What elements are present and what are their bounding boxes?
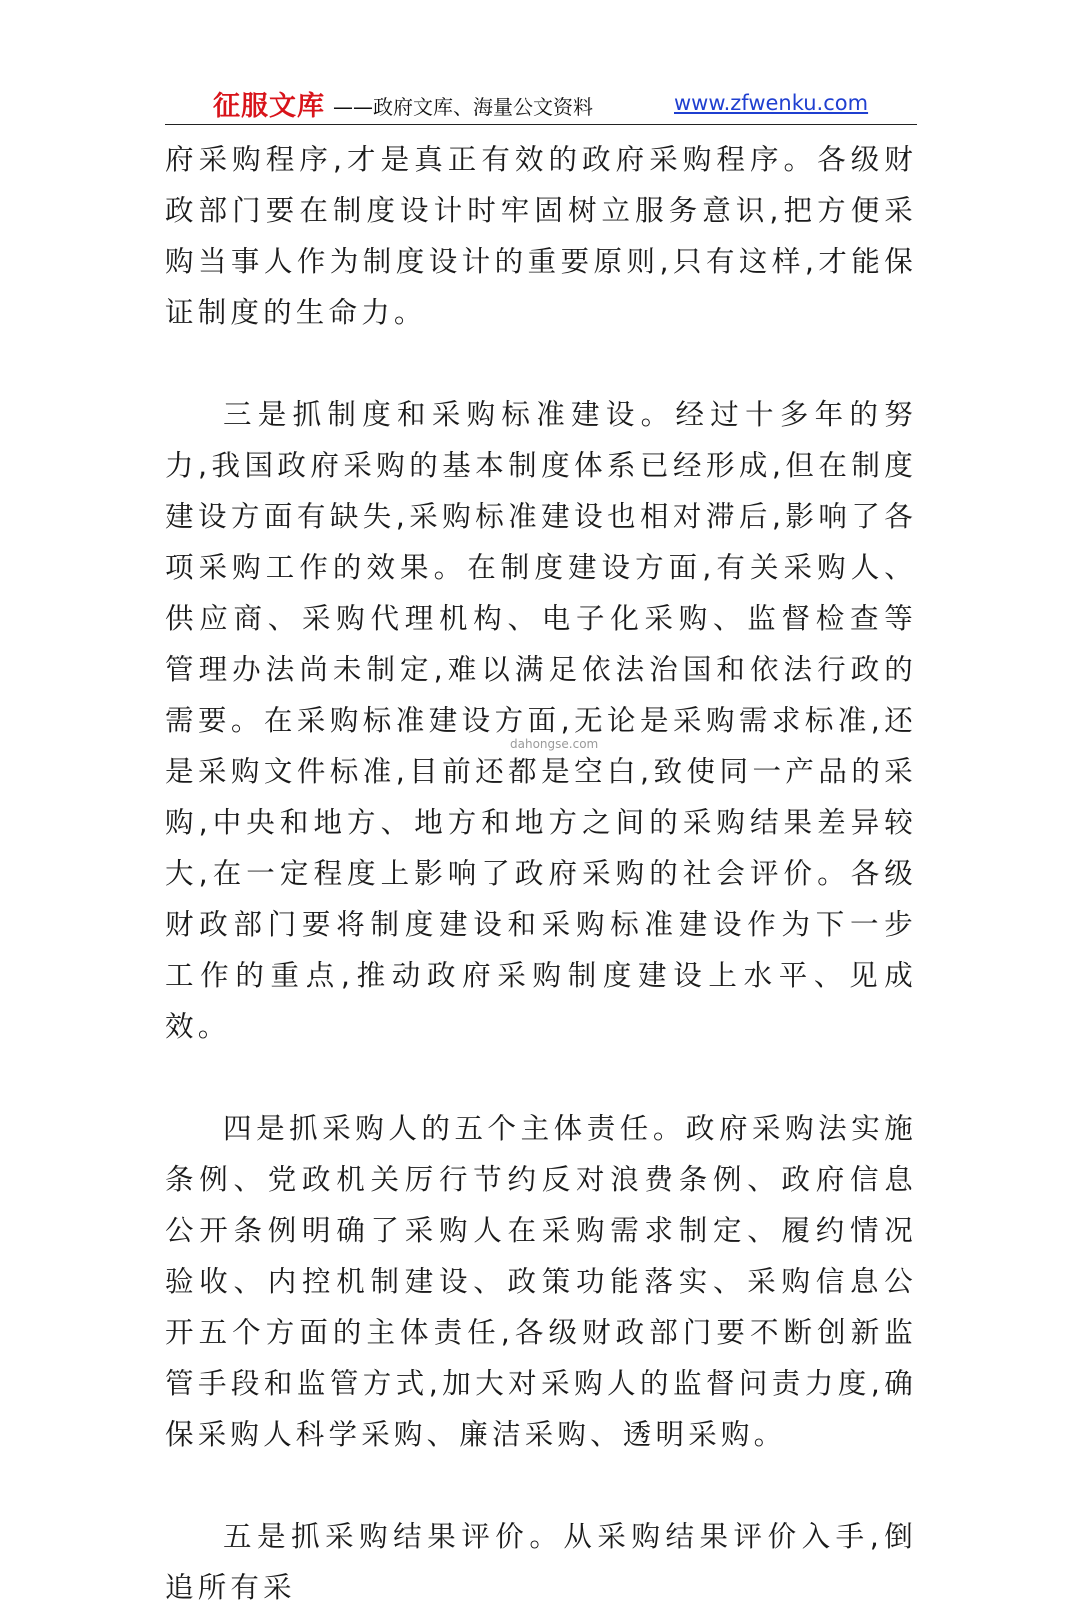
paragraph-point-five: 五是抓采购结果评价。从采购结果评价入手,倒追所有采 [165,1520,917,1604]
paragraph-gap [165,338,917,389]
brand-logo: 征服文库 [213,91,325,122]
paragraph-point-four: 四是抓采购人的五个主体责任。政府采购法实施条例、党政机关厉行节约反对浪费条例、政府信息公开条例明确了采购人在采购需求制定、履约情况验收、内控机制建设、政策功能落实、采购信息公开五个方面的主体责任,各级财政部门要不断创新监管手段和监管方式,加大对采购人的监督问责力度,确保采购人科学采购、廉洁采购、透明采购。 [165,1112,917,1451]
paragraph-point-three: 三是抓制度和采购标准建设。经过十多年的努力,我国政府采购的基本制度体系已经形成,但在制度建设方面有缺失,采购标准建设也相对滞后,影响了各项采购工作的效果。在制度建设方面,有关采购人、供应商、采购代理机构、电子化采购、监督检查等管理办法尚未制定,难以满足依法治国和依法行政的需要。在采购标准建设方面,无论是采购需求标准,还是采购文件标准,目前还都是空白,致使同一产品的采购,中央和地方、地方和地方之间的采购结果差异较大,在一定程度上影响了政府采购的社会评价。各级财政部门要将制度建设和采购标准建设作为下一步工作的重点,推动政府采购制度建设上水平、见成效。 [165,398,917,1043]
paragraph-gap [165,1052,917,1103]
paragraph-gap [165,1460,917,1511]
site-url-link[interactable]: www.zfwenku.com [674,91,869,115]
header-tagline: ——政府文库、海量公文资料 [333,95,593,119]
watermark-text: dahongse.com [510,737,599,751]
page-header [165,84,917,125]
paragraph-continuation: 府采购程序,才是真正有效的政府采购程序。各级财政部门要在制度设计时牢固树立服务意识,把方便采购当事人作为制度设计的重要原则,只有这样,才能保证制度的生命力。 [165,143,917,329]
document-body [165,134,917,1613]
